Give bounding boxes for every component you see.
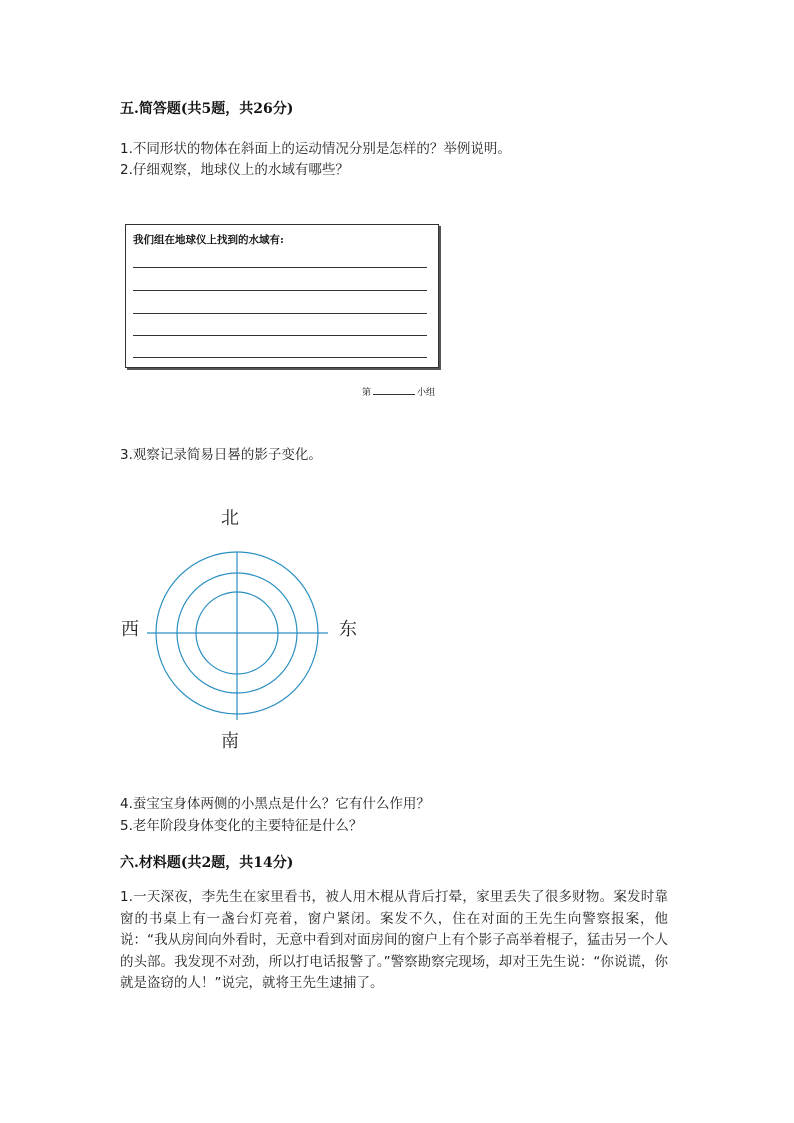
- answer-line: [133, 290, 427, 291]
- answer-line: [133, 357, 427, 358]
- answer-line: [133, 335, 427, 336]
- question-5-2: 2.仔细观察，地球仪上的水域有哪些？: [120, 162, 349, 178]
- answer-box-title: 我们组在地球仪上找到的水域有:: [133, 234, 284, 246]
- compass-south-label: 南: [221, 731, 239, 752]
- group-number-label: [362, 385, 435, 398]
- answer-line: [133, 313, 427, 314]
- compass-west-label: 西: [121, 619, 139, 640]
- group-number-blank: [373, 394, 415, 395]
- question-5-5: 5.老年阶段身体变化的主要特征是什么？: [120, 818, 363, 834]
- question-5-4: 4.蚕宝宝身体两侧的小黑点是什么？它有什么作用？: [120, 796, 430, 812]
- section-5-title: 五.简答题(共5题，共26分): [120, 101, 294, 117]
- question-6-1: 1.一天深夜，李先生在家里看书，被人用木棍从背后打晕，家里丢失了很多财物。案发时靠窗的书桌上有一盏台灯亮着，窗户紧闭。案发不久，住在对面的王先生向警察报案，他说：“我从房间向外看时，无意中看到对面房间的窗户上有个影子高举着棍子，猛击另一个人的头部。我发现不对劲，所以打电话报警了。”警察勘察完现场，却对王先生说：“你说谎，你就是盗窃的人！”说完，就将王先生逮捕了。: [120, 889, 668, 991]
- group-prefix: 第: [362, 388, 372, 398]
- compass-east-label: 东: [339, 619, 357, 640]
- compass-north-label: 北: [221, 508, 239, 529]
- sundial-compass-diagram: [140, 545, 340, 725]
- answer-lines: [133, 225, 433, 367]
- question-5-1: 1.不同形状的物体在斜面上的运动情况分别是怎样的？举例说明。: [120, 141, 511, 157]
- section-6-title: 六.材料题(共2题，共14分): [120, 855, 294, 871]
- question-5-3: 3.观察记录简易日晷的影子变化。: [120, 447, 322, 463]
- answer-line: [133, 267, 427, 268]
- group-suffix: 小组: [417, 388, 436, 398]
- answer-box: [125, 224, 439, 368]
